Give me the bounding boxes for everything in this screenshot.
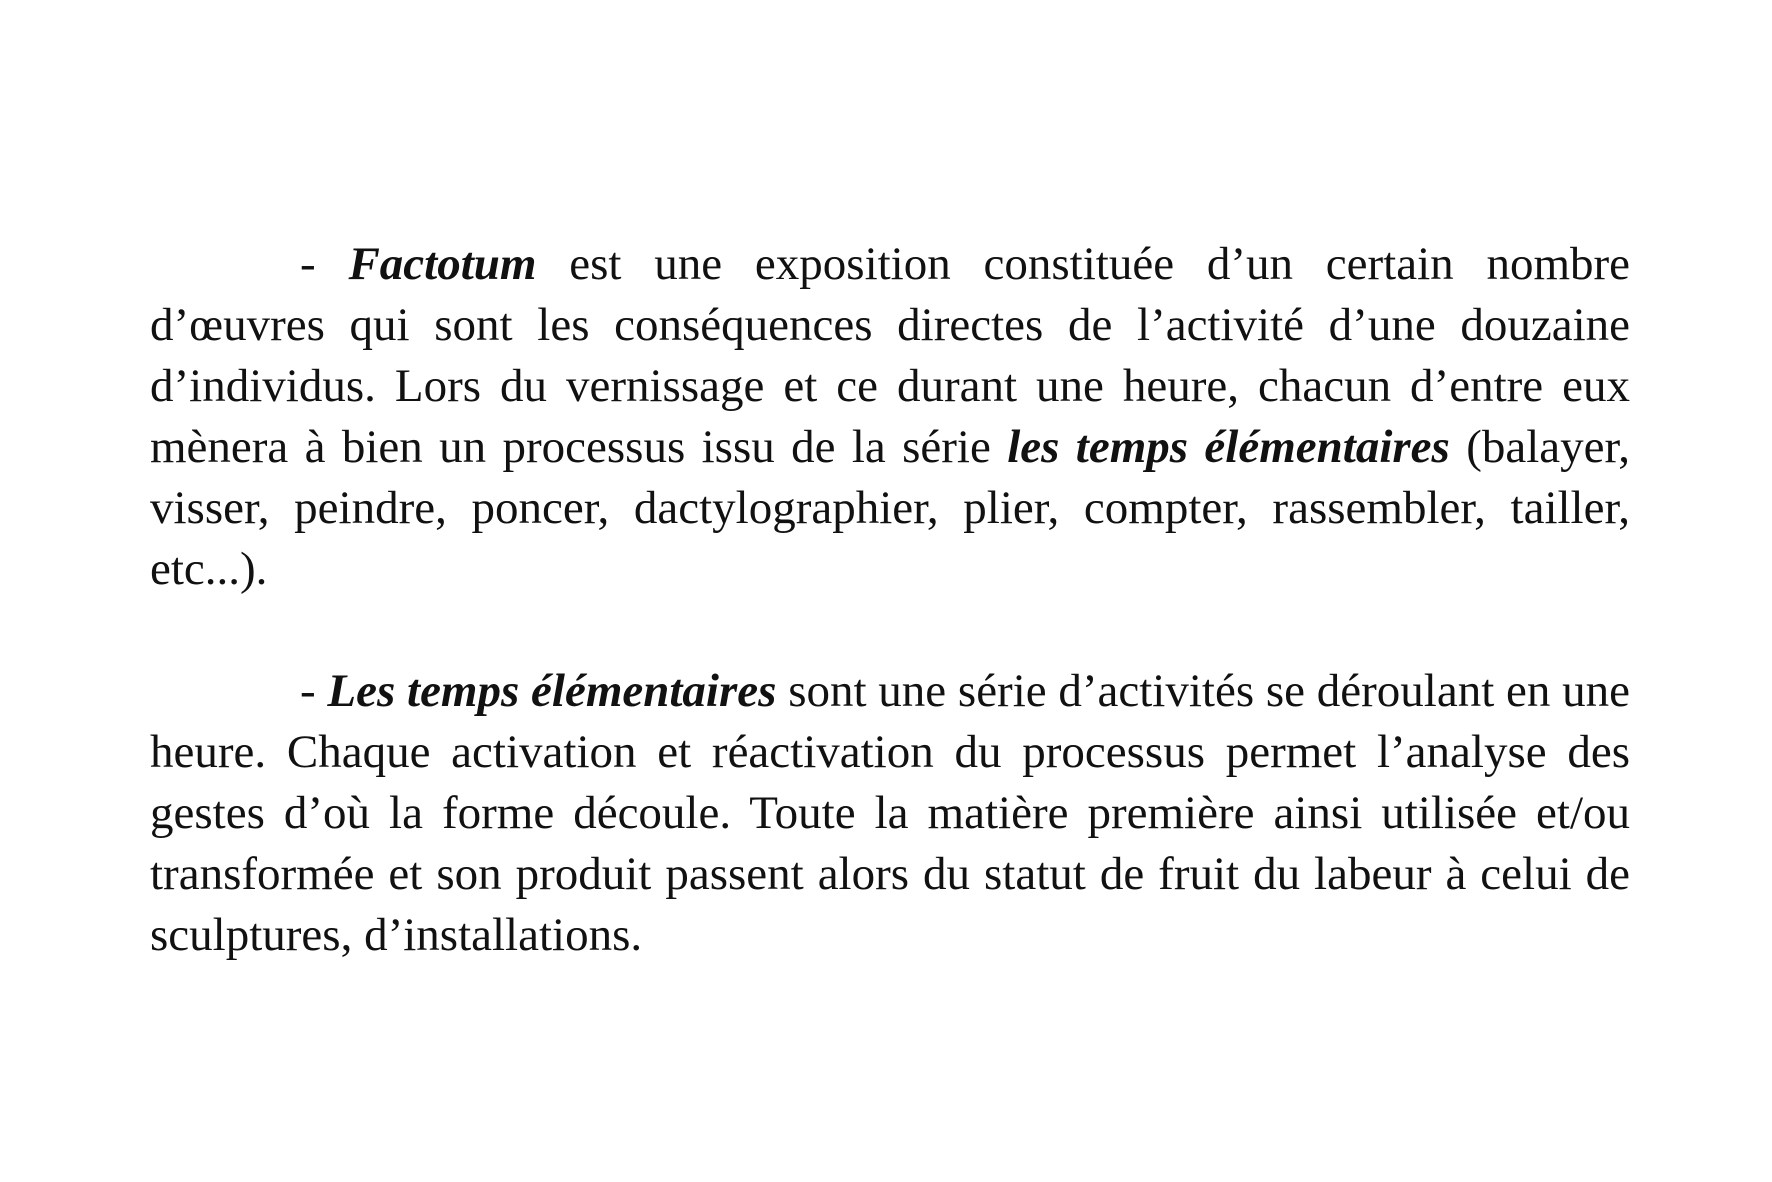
- paragraph-factotum: [150, 234, 1630, 600]
- paragraph-text: est une exposition constituée d’un certain nombre d’œuvres qui sont les conséquences directes de l’activité d’une douzaine d’individus. Lors du vernissage et ce durant une heure, chacun d’entre eux mènera à bien un processus issu de la série: [150, 238, 1631, 473]
- document-page: [150, 234, 1630, 966]
- paragraph-dash: -: [300, 665, 328, 717]
- paragraph-text: sont une série d’activités se déroulant en une heure. Chaque activation et réactivation du processus permet l’analyse des gestes d’où la forme découle. Toute la matière première ainsi utilisée et/ou transformée et son produit passent alors du statut de fruit du labeur à celui de sculptures, d’installations.: [150, 665, 1630, 961]
- paragraph-temps-elementaires: [150, 661, 1630, 966]
- series-title: les temps élémentaires: [1007, 421, 1450, 473]
- title-factotum: Factotum: [348, 238, 537, 290]
- title-temps-elementaires: Les temps élémentaires: [327, 665, 777, 717]
- paragraph-text: (balayer, visser, peindre, poncer, dactylographier, plier, compter, rassembler, tailler, etc...).: [150, 421, 1631, 595]
- paragraph-dash: -: [300, 238, 349, 290]
